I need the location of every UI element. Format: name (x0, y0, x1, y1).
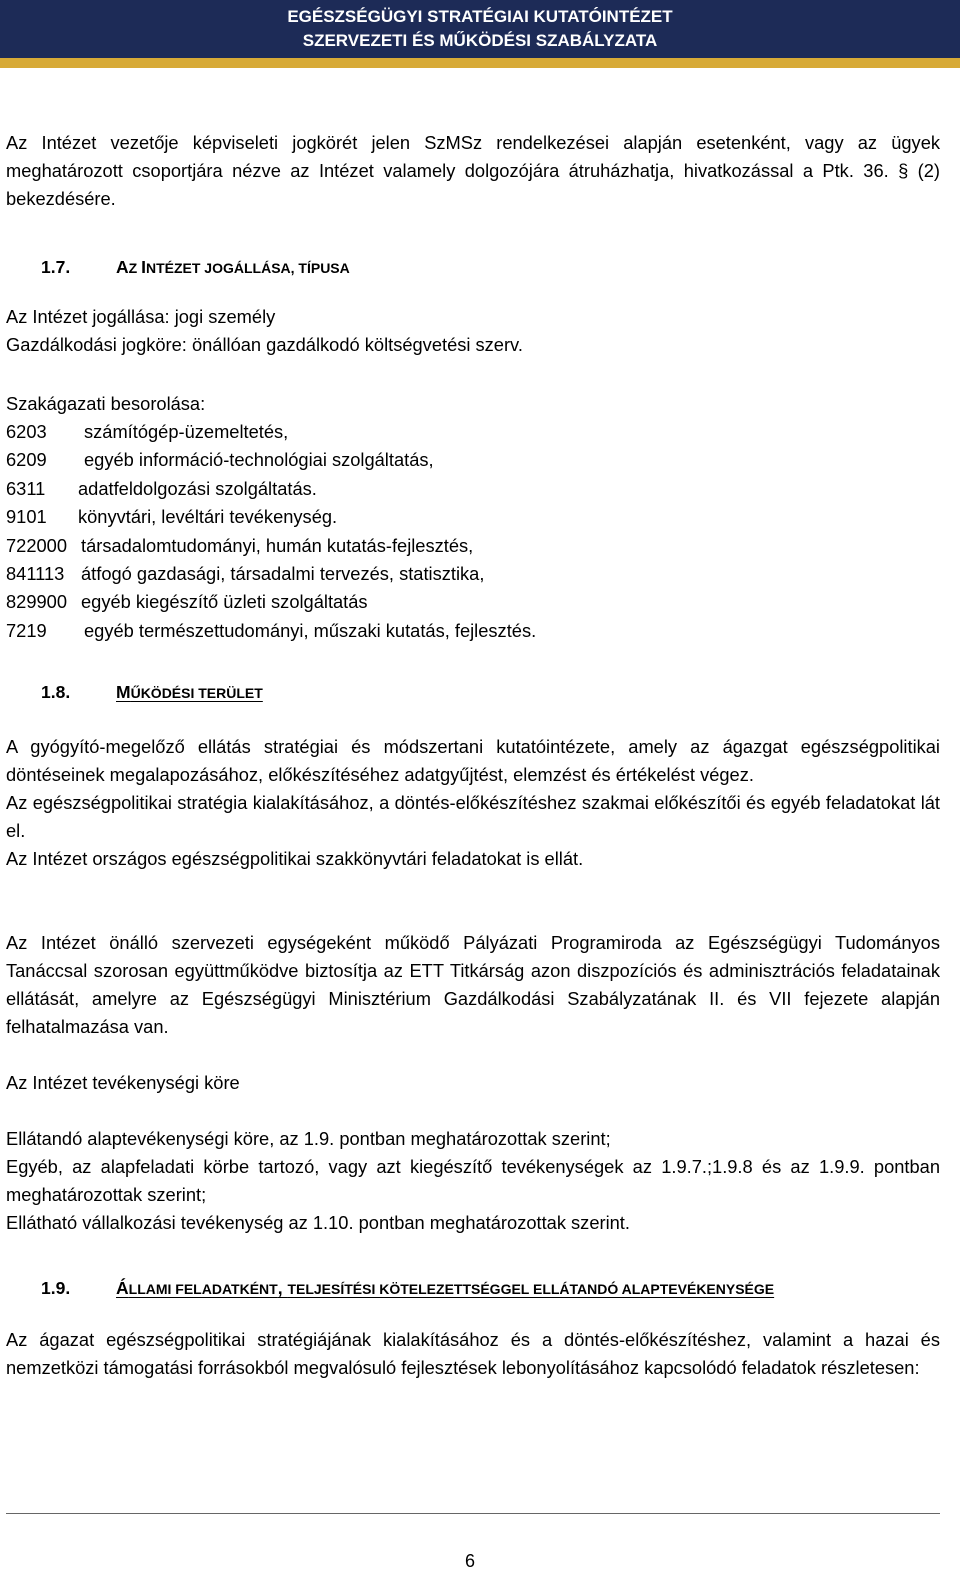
activity-code: 6203 (6, 421, 47, 442)
intro-paragraph: Az Intézet vezetője képviseleti jogkörét jelen SzMSz rendelkezései alapján esetenként, vagy az ügyek meghatározott csoportjára nézve az Intézet valamely dolgozójára átruházhatja, hivatkozással a Ptk. 36. § (2) bekezdésére. (6, 132, 940, 209)
jogallas-line: Az Intézet jogállása: jogi személy (6, 306, 276, 327)
section-1-9-heading (41, 1278, 774, 1299)
activity-text: egyéb természettudományi, műszaki kutatás, fejlesztés. (84, 619, 537, 641)
activity-code: 722000 (6, 534, 68, 556)
activity-text: egyéb kiegészítő üzleti szolgáltatás (81, 591, 368, 613)
heading-smallcaps: LLAMI FELADATKÉNT (128, 1281, 278, 1297)
tevekenyseg-list-block (6, 1125, 940, 1237)
tevekenysegi-kore-block (6, 1069, 940, 1097)
heading-smallcaps: ŰKÖDÉSI TERÜLET (130, 685, 263, 701)
list-item (6, 588, 536, 616)
section-1-9-body (6, 1326, 940, 1382)
section-1-7-status (6, 303, 940, 359)
list-item (6, 446, 536, 474)
activity-code: 7219 (6, 619, 47, 641)
paragraph: Az Intézet önálló szervezeti egységeként működő Pályázati Programiroda az Egészségügyi Tudományos Tanáccsal szorosan együttműködve biztosítja az ETT Titkárság azon diszpozíciós és adminisztrációs feladatainak ellátását, amelyre az Egészségügyi Minisztérium Gazdálkodási Szabályzatának II. és VII fejezete alapján felhatalmazása van. (6, 932, 940, 1037)
page-number: 6 (464, 1551, 475, 1571)
paragraph: A gyógyító-megelőző ellátás stratégiai és módszertani kutatóintézete, amely az ágazgat egészségpolitikai döntéseinek megalapozásához, előkészítéséhez adatgyűjtést, elemzést és értékelést végez. (6, 736, 940, 785)
activity-code: 6209 (6, 449, 47, 471)
activity-code: 829900 (6, 591, 68, 613)
activity-code: 6311 (6, 477, 46, 499)
gazdalkodasi-line: Gazdálkodási jogköre: önállóan gazdálkodó költségvetési szerv. (6, 334, 523, 355)
list-item (6, 503, 536, 531)
activity-text: könyvtári, levéltári tevékenység. (78, 506, 338, 528)
list-item (6, 418, 536, 446)
section-number: 1.8. (41, 682, 71, 702)
activity-text: számítógép-üzemeltetés, (84, 421, 289, 442)
paragraph: Az ágazat egészségpolitikai stratégiájának kialakításához és a döntés-előkészítéshez, valamint a hazai és nemzetközi támogatási forrásokból megvalósuló fejlesztések lebonyolításához kapcsolódó feladatok részletesen: (6, 1329, 940, 1378)
list-item (6, 560, 536, 588)
besorolas-label-block (6, 390, 940, 418)
heading-cap: A (116, 257, 129, 277)
header-title-line1: EGÉSZSÉGÜGYI STRATÉGIAI KUTATÓINTÉZET (287, 7, 673, 26)
section-number: 1.9. (41, 1278, 71, 1298)
paragraph: Az egészségpolitikai stratégia kialakításához, a döntés-előkészítéshez szakmai előkészítői és egyéb feladatokat lát el. (6, 792, 940, 841)
heading-smallcaps: NTÉZET JOGÁLLÁSA, TÍPUSA (145, 260, 350, 276)
paragraph: Az Intézet országos egészségpolitikai szakkönyvtári feladatokat is ellát. (6, 848, 584, 869)
list-item (6, 532, 536, 560)
activity-code: 841113 (6, 563, 65, 585)
header-gold-rule (0, 58, 960, 68)
activity-text: egyéb információ-technológiai szolgáltatás, (84, 449, 434, 471)
section-1-7-heading (41, 257, 350, 278)
list-item (6, 475, 536, 503)
heading-cap: Á (116, 1278, 129, 1298)
paragraph: Ellátandó alaptevékenységi köre, az 1.9. pontban meghatározottak szerint; (6, 1128, 611, 1149)
programiroda-block (6, 929, 940, 1041)
list-item (6, 617, 536, 645)
heading-separator: , (277, 1278, 288, 1298)
intro-block (6, 129, 940, 213)
activity-text: adatfeldolgozási szolgáltatás. (78, 477, 317, 499)
document-header (0, 0, 960, 58)
heading-smallcaps: TELJESÍTÉSI KÖTELEZETTSÉGGEL ELLÁTANDÓ ALAPTEVÉKENYSÉGE (287, 1281, 775, 1297)
heading-title (116, 1278, 774, 1298)
section-number: 1.7. (41, 257, 71, 277)
paragraph: Az Intézet tevékenységi köre (6, 1072, 240, 1093)
section-1-8-body (6, 733, 940, 873)
heading-smallcaps: Z (128, 260, 142, 276)
heading-cap: M (116, 682, 131, 702)
activity-text: átfogó gazdasági, társadalmi tervezés, statisztika, (81, 563, 485, 585)
heading-title (116, 682, 263, 702)
activity-text: társadalomtudományi, humán kutatás-fejlesztés, (81, 534, 474, 556)
section-1-8-heading (41, 682, 263, 703)
paragraph: Ellátható vállalkozási tevékenység az 1.10. pontban meghatározottak szerint. (6, 1212, 630, 1233)
activity-code-list (6, 418, 536, 645)
header-title-line2: SZERVEZETI ÉS MŰKÖDÉSI SZABÁLYZATA (302, 31, 658, 50)
besorolas-label: Szakágazati besorolása: (6, 393, 206, 414)
footer-divider (6, 1513, 940, 1514)
paragraph: Egyéb, az alapfeladati körbe tartozó, vagy azt kiegészítő tevékenységek az 1.9.7.;1.9.8 és az 1.9.9. pontban meghatározottak szerint; (6, 1156, 940, 1205)
activity-code: 9101 (6, 506, 47, 528)
heading-cap: I (141, 257, 146, 277)
